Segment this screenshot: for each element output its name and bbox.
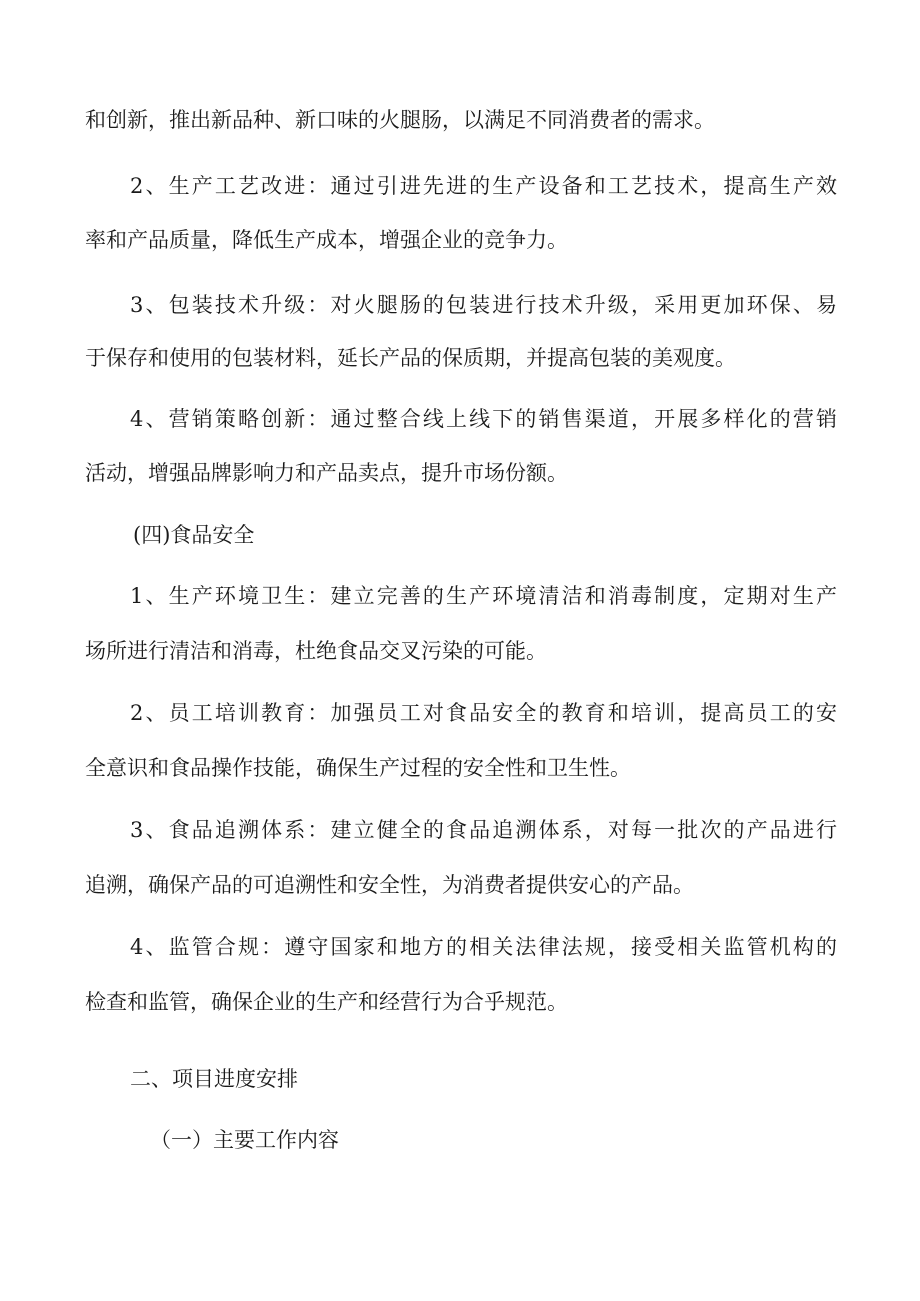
paragraph-packaging-upgrade-line1: 3、包装技术升级：对火腿肠的包装进行技术升级，采用更加环保、易 [130, 293, 837, 317]
paragraph-compliance-line1: 4、监管合规：遵守国家和地方的相关法律法规，接受相关监管机构的 [130, 935, 837, 959]
paragraph-compliance-line2: 检查和监管，确保企业的生产和经营行为合乎规范。 [85, 990, 568, 1014]
heading-project-schedule: 二、项目进度安排 [130, 1067, 298, 1091]
paragraph-traceability-line2: 追溯，确保产品的可追溯性和安全性，为消费者提供安心的产品。 [85, 873, 694, 897]
paragraph-hygiene-line2: 场所进行清洁和消毒，杜绝食品交叉污染的可能。 [85, 639, 547, 663]
heading-food-safety: (四)食品安全 [133, 523, 255, 547]
paragraph-training-line1: 2、员工培训教育：加强员工对食品安全的教育和培训，提高员工的安 [130, 701, 837, 725]
paragraph-innovation-tail: 和创新，推出新品种、新口味的火腿肠，以满足不同消费者的需求。 [85, 108, 715, 132]
heading-main-work-content: （一）主要工作内容 [150, 1128, 339, 1152]
paragraph-training-line2: 全意识和食品操作技能，确保生产过程的安全性和卫生性。 [85, 756, 631, 780]
paragraph-hygiene-line1: 1、生产环境卫生：建立完善的生产环境清洁和消毒制度，定期对生产 [130, 584, 837, 608]
paragraph-process-improvement-line2: 率和产品质量，降低生产成本，增强企业的竞争力。 [85, 228, 568, 252]
paragraph-marketing-line1: 4、营销策略创新：通过整合线上线下的销售渠道，开展多样化的营销 [130, 407, 837, 431]
paragraph-marketing-line2: 活动，增强品牌影响力和产品卖点，提升市场份额。 [85, 461, 568, 485]
paragraph-process-improvement-line1: 2、生产工艺改进：通过引进先进的生产设备和工艺技术，提高生产效 [130, 174, 837, 198]
paragraph-packaging-upgrade-line2: 于保存和使用的包装材料，延长产品的保质期，并提高包装的美观度。 [85, 346, 736, 370]
paragraph-traceability-line1: 3、食品追溯体系：建立健全的食品追溯体系，对每一批次的产品进行 [130, 818, 837, 842]
